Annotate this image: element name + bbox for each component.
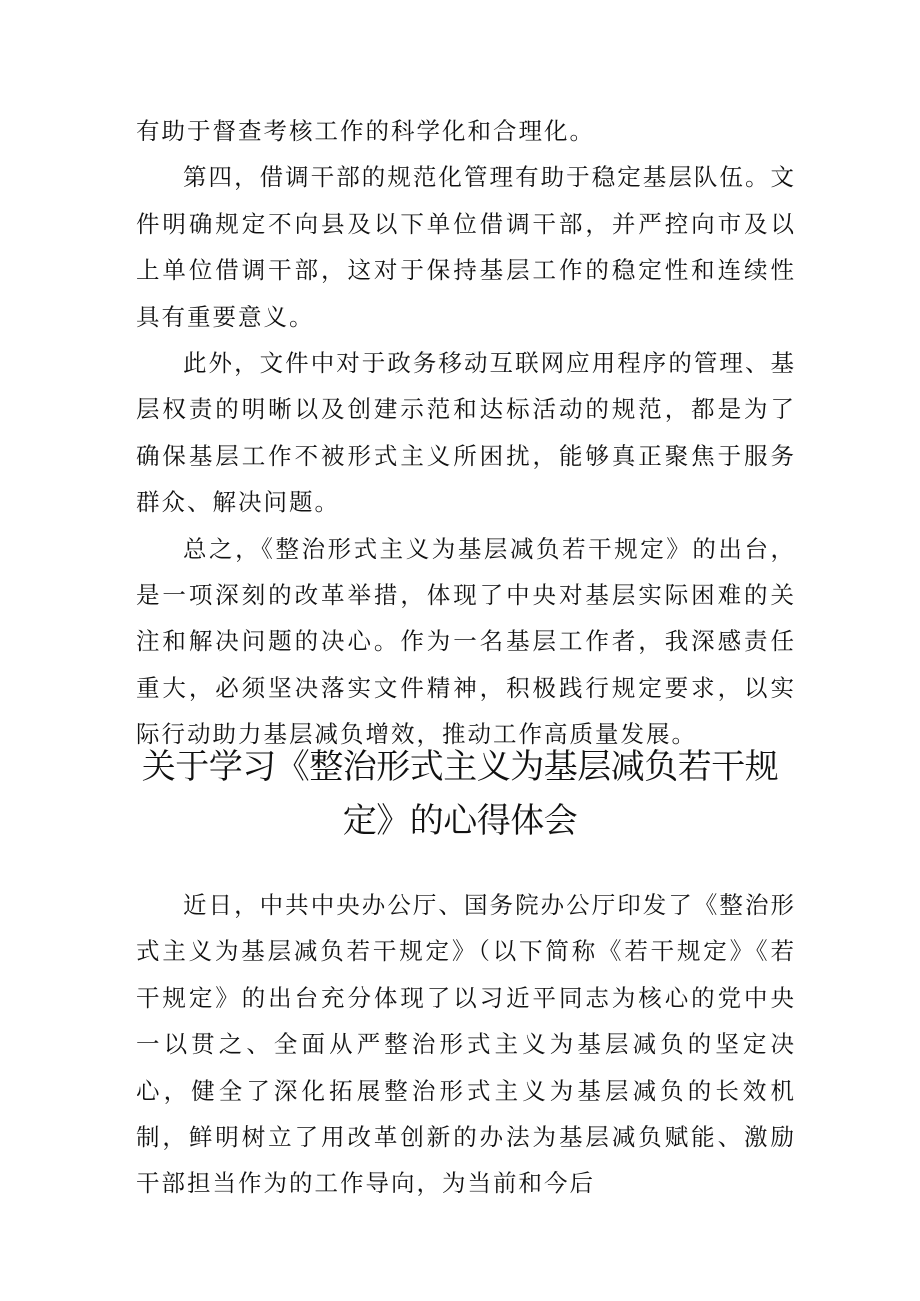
article-title: 关于学习《整治形式主义为基层减负若干规定》的心得体会 <box>141 747 779 841</box>
previous-article-continuation <box>136 108 796 758</box>
article-body <box>136 882 796 1207</box>
paragraph: 第四，借调干部的规范化管理有助于稳定基层队伍。文件明确规定不向县及以下单位借调干部，并严控向市及以上单位借调干部，这对于保持基层工作的稳定性和连续性具有重要意义。 <box>136 163 796 331</box>
paragraph: 此外，文件中对于政务移动互联网应用程序的管理、基层权责的明晰以及创建示范和达标活动的规范，都是为了确保基层工作不被形式主义所困扰，能够真正聚焦于服务群众、解决问题。 <box>136 349 796 517</box>
paragraph: 有助于督查考核工作的科学化和合理化。 <box>136 117 595 145</box>
paragraph: 总之，《整治形式主义为基层减负若干规定》的出台，是一项深刻的改革举措，体现了中央对基层实际困难的关注和解决问题的决心。作为一名基层工作者，我深感责任重大，必须坚决落实文件精神，积极践行规定要求，以实际行动助力基层减负增效，推动工作高质量发展。 <box>136 534 796 749</box>
paragraph: 近日，中共中央办公厅、国务院办公厅印发了《整治形式主义为基层减负若干规定》（以下简称《若干规定》《若干规定》的出台充分体现了以习近平同志为核心的党中央一以贯之、全面从严整治形式主义为基层减负的坚定决心，健全了深化拓展整治形式主义为基层减负的长效机制，鲜明树立了用改革创新的办法为基层减负赋能、激励干部担当作为的工作导向，为当前和今后 <box>136 891 796 1198</box>
